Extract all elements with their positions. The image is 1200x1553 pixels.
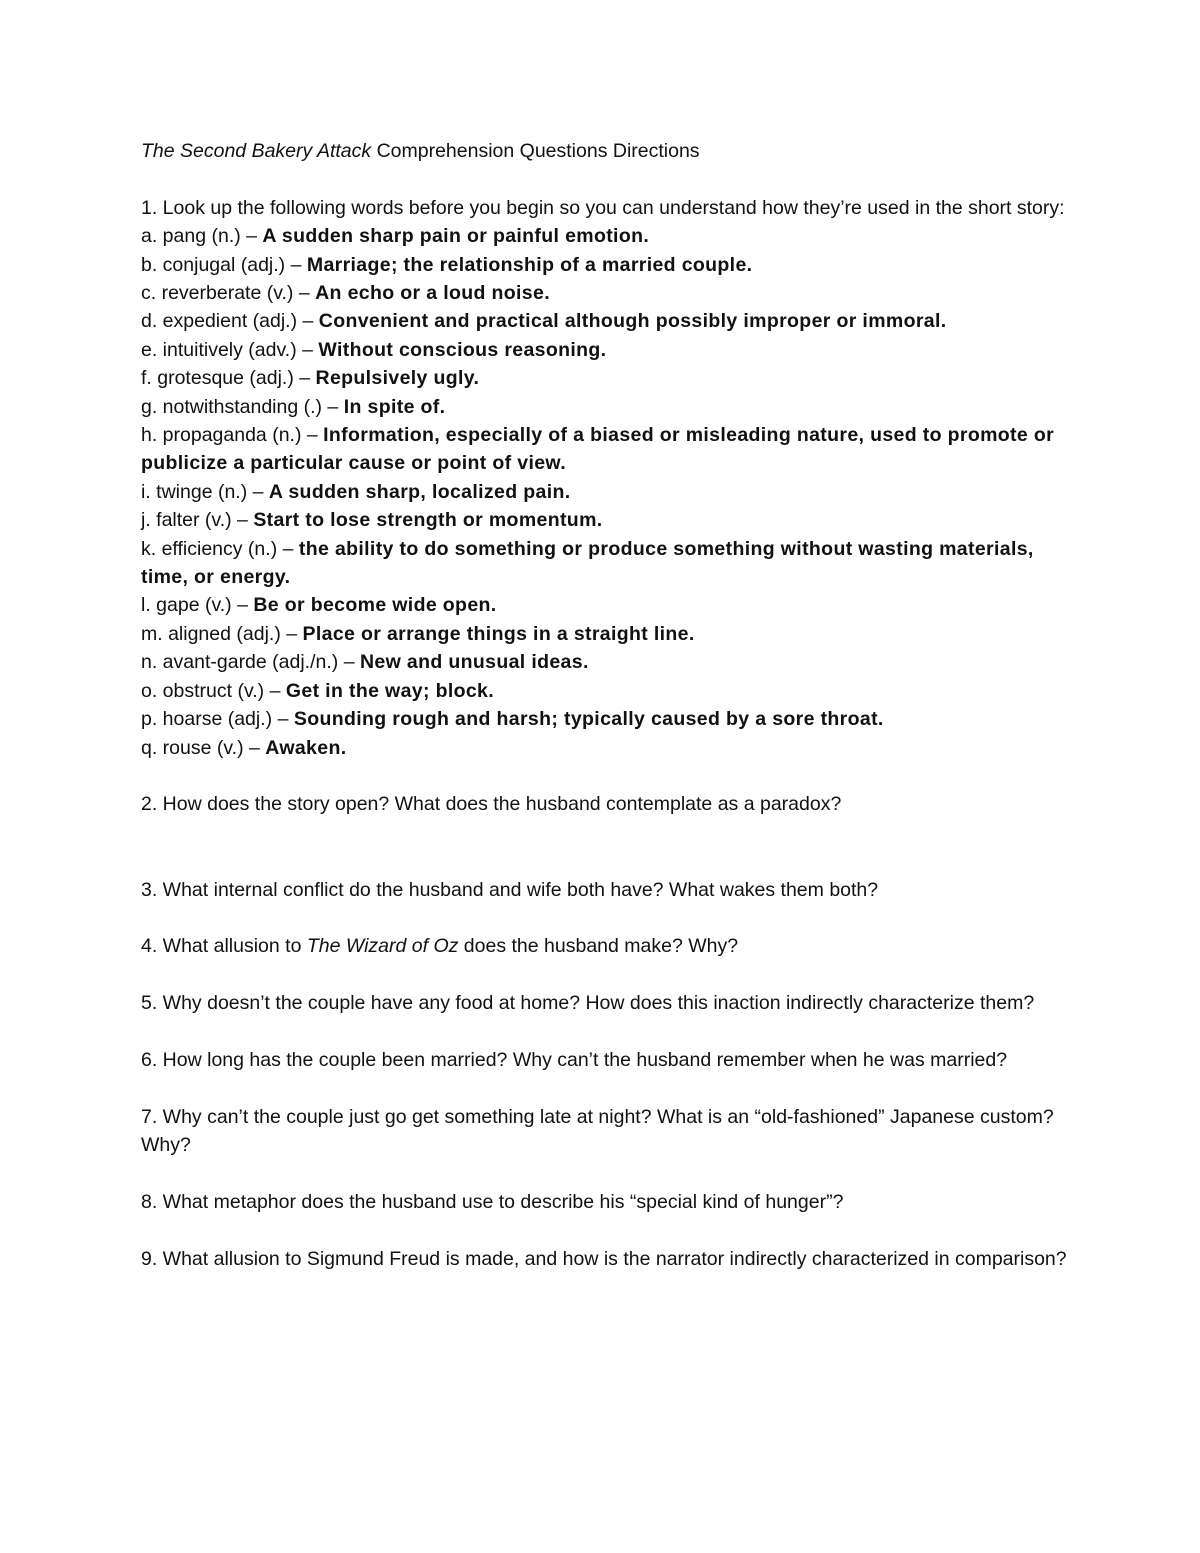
question-7: 7. Why can’t the couple just go get something late at night? What is an “old-fashioned” Japanese custom? Why? — [141, 1105, 1054, 1157]
vocab-term: g. notwithstanding (.) – — [141, 395, 344, 418]
vocab-term: m. aligned (adj.) – — [141, 622, 303, 645]
vocab-item-falter — [141, 506, 1071, 534]
vocab-item-notwithstanding — [141, 393, 1071, 421]
vocab-list — [141, 222, 1071, 762]
vocab-item-pang — [141, 222, 1071, 250]
vocab-term: q. rouse (v.) – — [141, 736, 266, 759]
vocab-definition: Information, especially of a biased or misleading nature, used to promote or publicize a particular cause or point of view. — [141, 424, 1055, 475]
question-1-text: 1. Look up the following words before you begin so you can understand how they’re used in the short story: — [141, 196, 1065, 219]
vocab-term: k. efficiency (n.) – — [141, 537, 299, 560]
vocab-item-avant-garde — [141, 648, 1071, 676]
document-title — [141, 137, 1071, 165]
vocab-definition: In spite of. — [343, 395, 446, 418]
vocab-item-aligned — [141, 620, 1071, 648]
question-3: 3. What internal conflict do the husband and wife both have? What wakes them both? — [141, 878, 879, 901]
vocab-definition: Place or arrange things in a straight line. — [302, 622, 695, 645]
question-4-book-title: The Wizard of Oz — [306, 935, 459, 958]
vocab-definition: Be or become wide open. — [253, 594, 497, 617]
vocab-item-twinge — [141, 478, 1071, 506]
vocab-item-conjugal — [141, 251, 1071, 279]
vocab-item-grotesque — [141, 364, 1071, 392]
question-4-after: does the husband make? Why? — [458, 935, 739, 958]
vocab-item-gape — [141, 591, 1071, 619]
vocab-definition: A sudden sharp, localized pain. — [268, 480, 571, 503]
vocab-item-hoarse — [141, 705, 1071, 733]
vocab-item-expedient — [141, 307, 1071, 335]
vocab-term: h. propaganda (n.) – — [141, 424, 324, 447]
vocab-term: i. twinge (n.) – — [141, 480, 269, 503]
question-1 — [141, 194, 1071, 762]
vocab-item-efficiency — [141, 535, 1071, 592]
question-8: 8. What metaphor does the husband use to describe his “special kind of hunger”? — [141, 1190, 844, 1213]
vocab-term: a. pang (n.) – — [141, 225, 263, 248]
vocab-term: d. expedient (adj.) – — [141, 310, 319, 333]
vocab-term: b. conjugal (adj.) – — [141, 253, 307, 276]
vocab-term: f. grotesque (adj.) – — [141, 367, 316, 390]
question-9: 9. What allusion to Sigmund Freud is made, and how is the narrator indirectly characterized in comparison? — [141, 1247, 1067, 1270]
vocab-term: j. falter (v.) – — [141, 509, 254, 532]
vocab-definition: An echo or a loud noise. — [315, 282, 550, 305]
vocab-definition: Sounding rough and harsh; typically caused by a sore throat. — [293, 708, 884, 731]
vocab-term: e. intuitively (adv.) – — [141, 338, 319, 361]
vocab-item-propaganda — [141, 421, 1071, 478]
vocab-definition: Repulsively ugly. — [315, 367, 480, 390]
vocab-term: l. gape (v.) – — [141, 594, 254, 617]
vocab-term: o. obstruct (v.) – — [141, 679, 286, 702]
vocab-item-reverberate — [141, 279, 1071, 307]
vocab-definition: Convenient and practical although possibly improper or immoral. — [318, 310, 947, 333]
vocab-item-obstruct — [141, 677, 1071, 705]
vocab-term: c. reverberate (v.) – — [141, 282, 316, 305]
vocab-item-rouse — [141, 734, 1071, 762]
vocab-definition: Get in the way; block. — [285, 679, 495, 702]
vocab-term: p. hoarse (adj.) – — [141, 708, 294, 731]
question-4 — [141, 932, 1071, 960]
title-rest: Comprehension Questions Directions — [371, 140, 700, 162]
vocab-definition: Start to lose strength or momentum. — [253, 509, 603, 532]
vocab-definition: Without conscious reasoning. — [318, 338, 607, 361]
question-4-before: 4. What allusion to — [141, 935, 307, 958]
title-story-name: The Second Bakery Attack — [141, 140, 372, 162]
question-6: 6. How long has the couple been married? Why can’t the husband remember when he was married? — [141, 1048, 1008, 1071]
vocab-definition: Marriage; the relationship of a married couple. — [306, 253, 753, 276]
question-2: 2. How does the story open? What does the husband contemplate as a paradox? — [141, 793, 842, 816]
vocab-definition: A sudden sharp pain or painful emotion. — [262, 225, 650, 248]
vocab-definition: Awaken. — [265, 736, 347, 759]
document-page — [141, 137, 1071, 1273]
question-5: 5. Why doesn’t the couple have any food at home? How does this inaction indirectly characterize them? — [141, 992, 1035, 1015]
vocab-item-intuitively — [141, 336, 1071, 364]
vocab-definition: New and unusual ideas. — [359, 651, 589, 674]
vocab-definition: the ability to do something or produce something without wasting materials, time, or energy. — [141, 537, 1034, 589]
vocab-term: n. avant-garde (adj./n.) – — [141, 651, 360, 674]
